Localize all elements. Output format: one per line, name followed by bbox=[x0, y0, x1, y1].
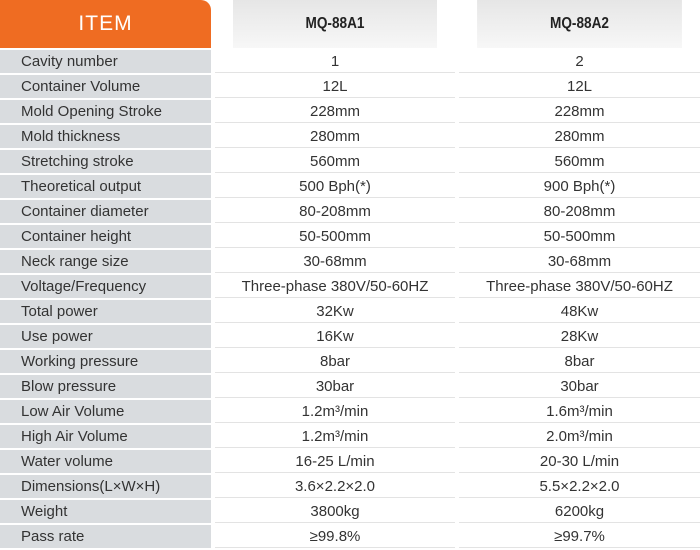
spec-value-mq-88a1: Three-phase 380V/50-60HZ bbox=[215, 275, 455, 298]
spec-value-mq-88a2: ≥99.7% bbox=[459, 525, 700, 548]
spec-value-mq-88a1: 30bar bbox=[215, 375, 455, 398]
spec-value-mq-88a1: 500 Bph(*) bbox=[215, 175, 455, 198]
spec-label: Voltage/Frequency bbox=[0, 275, 211, 298]
spec-value-mq-88a2: 20-30 L/min bbox=[459, 450, 700, 473]
model-2-label: MQ-88A2 bbox=[550, 15, 609, 32]
spec-label: Container height bbox=[0, 225, 211, 248]
spec-value-mq-88a1: 16Kw bbox=[215, 325, 455, 348]
spec-value-mq-88a1: 8bar bbox=[215, 350, 455, 373]
spec-label: Working pressure bbox=[0, 350, 211, 373]
spec-label: Total power bbox=[0, 300, 211, 323]
spec-value-mq-88a2: 280mm bbox=[459, 125, 700, 148]
model-header-mq-88a2 bbox=[477, 0, 682, 48]
spec-label: Pass rate bbox=[0, 525, 211, 548]
spec-value-mq-88a2: 30bar bbox=[459, 375, 700, 398]
spec-label: Water volume bbox=[0, 450, 211, 473]
spec-value-mq-88a2: 50-500mm bbox=[459, 225, 700, 248]
item-header: ITEM bbox=[0, 0, 211, 48]
column-gap bbox=[211, 0, 215, 48]
spec-value-mq-88a1: 560mm bbox=[215, 150, 455, 173]
spec-label: Container diameter bbox=[0, 200, 211, 223]
spec-value-mq-88a1: 3800kg bbox=[215, 500, 455, 523]
spec-value-mq-88a1: 280mm bbox=[215, 125, 455, 148]
spec-value-mq-88a2: 12L bbox=[459, 75, 700, 98]
spec-value-mq-88a1: 16-25 L/min bbox=[215, 450, 455, 473]
spec-label: Neck range size bbox=[0, 250, 211, 273]
spec-value-mq-88a2: 6200kg bbox=[459, 500, 700, 523]
spec-label: Dimensions(L×W×H) bbox=[0, 475, 211, 498]
spec-label: Weight bbox=[0, 500, 211, 523]
spec-value-mq-88a1: 1.2m³/min bbox=[215, 400, 455, 423]
spec-value-mq-88a1: 228mm bbox=[215, 100, 455, 123]
spec-value-mq-88a1: 30-68mm bbox=[215, 250, 455, 273]
spec-value-mq-88a2: 80-208mm bbox=[459, 200, 700, 223]
spec-label: Container Volume bbox=[0, 75, 211, 98]
spec-label: Blow pressure bbox=[0, 375, 211, 398]
spec-label: Theoretical output bbox=[0, 175, 211, 198]
column-gap bbox=[455, 0, 459, 48]
spec-value-mq-88a2: 560mm bbox=[459, 150, 700, 173]
spec-label: Cavity number bbox=[0, 50, 211, 73]
model-1-label: MQ-88A1 bbox=[305, 15, 365, 32]
spec-value-mq-88a2: 2 bbox=[459, 50, 700, 73]
spec-value-mq-88a2: 1.6m³/min bbox=[459, 400, 700, 423]
spec-value-mq-88a2: 2.0m³/min bbox=[459, 425, 700, 448]
spec-value-mq-88a1: 1.2m³/min bbox=[215, 425, 455, 448]
spec-value-mq-88a1: 12L bbox=[215, 75, 455, 98]
spec-value-mq-88a1: ≥99.8% bbox=[215, 525, 455, 548]
spec-value-mq-88a2: 48Kw bbox=[459, 300, 700, 323]
spec-value-mq-88a2: Three-phase 380V/50-60HZ bbox=[459, 275, 700, 298]
spec-value-mq-88a2: 228mm bbox=[459, 100, 700, 123]
spec-value-mq-88a1: 80-208mm bbox=[215, 200, 455, 223]
spec-value-mq-88a1: 50-500mm bbox=[215, 225, 455, 248]
spec-label: Stretching stroke bbox=[0, 150, 211, 173]
spec-value-mq-88a2: 8bar bbox=[459, 350, 700, 373]
spec-value-mq-88a2: 5.5×2.2×2.0 bbox=[459, 475, 700, 498]
spec-value-mq-88a2: 900 Bph(*) bbox=[459, 175, 700, 198]
spec-value-mq-88a1: 3.6×2.2×2.0 bbox=[215, 475, 455, 498]
spec-label: Low Air Volume bbox=[0, 400, 211, 423]
spec-label: Mold Opening Stroke bbox=[0, 100, 211, 123]
spec-label: Use power bbox=[0, 325, 211, 348]
model-header-mq-88a1 bbox=[233, 0, 437, 48]
spec-label: Mold thickness bbox=[0, 125, 211, 148]
spec-value-mq-88a2: 30-68mm bbox=[459, 250, 700, 273]
spec-value-mq-88a1: 1 bbox=[215, 50, 455, 73]
spec-label: High Air Volume bbox=[0, 425, 211, 448]
spec-value-mq-88a1: 32Kw bbox=[215, 300, 455, 323]
spec-value-mq-88a2: 28Kw bbox=[459, 325, 700, 348]
